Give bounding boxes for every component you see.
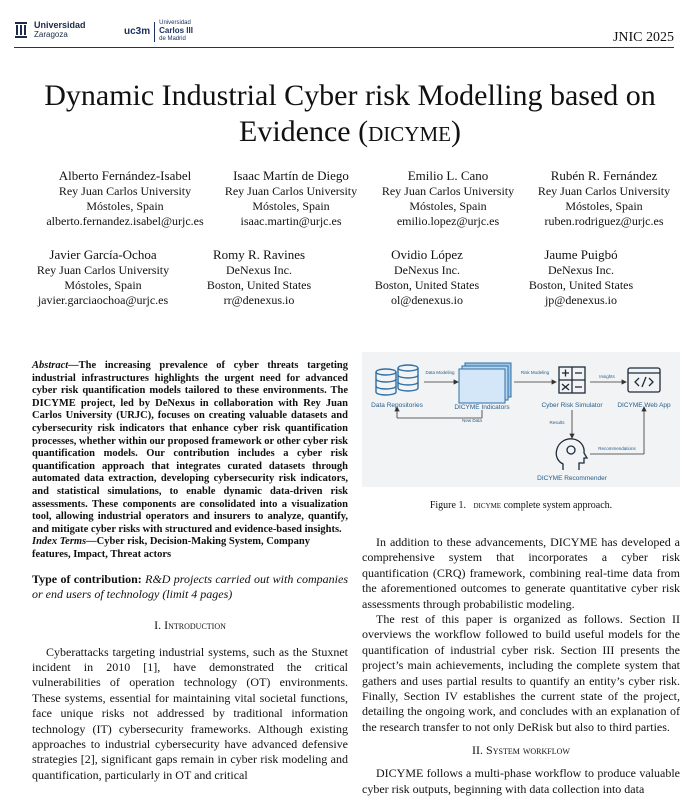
- contribution-label: Type of contribution:: [32, 571, 142, 586]
- author-email: isaac.martin@urjc.es: [240, 214, 342, 228]
- author-affiliation: DeNexus Inc.: [226, 263, 292, 277]
- label-web-app: DICYME Web App: [617, 402, 671, 409]
- right-column: [362, 352, 680, 797]
- author-affiliation: Rey Juan Carlos University: [224, 184, 358, 198]
- abstract-label: Abstract: [32, 360, 69, 371]
- author-email: ruben.rodriguez@urjc.es: [544, 214, 664, 228]
- label-risk-modeling: Risk Modeling: [520, 370, 550, 375]
- author-affiliation: Rey Juan Carlos University: [36, 263, 170, 277]
- workflow-paragraph: DICYME follows a multi-phase workflow to produce valuable cyber risk outputs, beginning with data collection into data: [362, 766, 680, 796]
- paper-title: [20, 78, 680, 150]
- label-indicators: DICYME Indicators: [454, 404, 510, 411]
- author-email: emilio.lopez@urjc.es: [396, 214, 500, 228]
- abstract-text: —The increasing prevalence of cyber threats targeting industrial infrastructures highlights the urgent need for advanced cyber risk quantification models tailored to these environments. The DICYME project, led by DeNexus in collaboration with Rey Juan Carlos University (URJC), focuses on creating valuable datasets and cybersecurity risk indicators that enhance cyber risk quantification processes, whether within our proposed framework or other cyber risk quantification models. Our contribution includes a cyber risk quantification approach that integrates curated datasets through automated data extraction, developing cybersecurity risk indicators, and statistical simulations, to enable dynamic data-driven risk assessments. These components are consolidated into a visualization tool, allowing industrial operators and insurers to analyze, quantify, and mitigate cyber risks with structured and evidence-based insights.: [32, 360, 348, 535]
- author-name: Romy R. Ravines: [212, 247, 306, 262]
- title-close: ): [450, 115, 461, 148]
- author-email: jp@denexus.io: [544, 293, 618, 307]
- introduction-paragraph: Cyberattacks targeting industrial systems, such as the Stuxnet incident in 2010 [1], have demonstrated the critical vulnerabilities of operation technology (OT) environments. These systems, essential for maintaining vital societal functions, face unique risks not addressed by traditional information technology (IT) cybersecurity frameworks. Although existing approaches to industrial cybersecurity have advanced defensive strategies [2], significant gaps remain in cyber risk modeling and quantification, particularly in OT and critical: [32, 644, 348, 782]
- author-block: [40, 167, 210, 229]
- title-acronym: dicyme: [368, 115, 451, 148]
- author-location: Boston, United States: [374, 278, 480, 292]
- author-name: Isaac Martín de Diego: [233, 168, 349, 183]
- author-location: Móstoles, Spain: [565, 199, 643, 213]
- author-name: Emilio L. Cano: [407, 168, 489, 183]
- section-number: I.: [154, 617, 162, 632]
- figure-caption: [362, 500, 680, 511]
- unizar-logo: [14, 20, 86, 40]
- author-block: [363, 167, 533, 229]
- author-affiliation: DeNexus Inc.: [548, 263, 614, 277]
- system-diagram: [362, 352, 680, 487]
- paragraph-organization: The rest of this paper is organized as follows. Section II overviews the workflow followed to build useful models for the quantification of industrial cyber risk. Section III presents the project’s main achievements, including the complete system that gathers and uses partial results to quantify an entity’s cyber risk. Finally, Section IV establishes the current state of the project, detailing the ongoing work, and concludes with an explanation of the research transfer to not only DeRisk but also to third parties.: [362, 612, 680, 734]
- uc3m-line1: Universidad: [159, 20, 191, 26]
- author-name: Ovidio López: [391, 247, 463, 262]
- system-figure: [362, 352, 680, 487]
- author-block: [519, 167, 689, 229]
- author-location: Móstoles, Spain: [86, 199, 164, 213]
- author-affiliation: DeNexus Inc.: [394, 263, 460, 277]
- uc3m-divider: [154, 22, 155, 42]
- author-name: Jaume Puigbó: [544, 247, 618, 262]
- section-title: Introduction: [164, 617, 226, 632]
- calculator-icon: [559, 367, 585, 393]
- index-terms: [32, 536, 348, 561]
- author-block: [174, 246, 344, 308]
- author-location: Boston, United States: [206, 278, 312, 292]
- uc3m-logo: [124, 20, 193, 43]
- conference-name: JNIC 2025: [612, 30, 674, 45]
- author-name: Alberto Fernández-Isabel: [58, 168, 192, 183]
- author-block: [206, 167, 376, 229]
- unizar-city: Zaragoza: [34, 30, 68, 39]
- label-recommender: DICYME Recommender: [537, 475, 607, 482]
- title-main: Dynamic Industrial Cyber risk Modelling based on Evidence (: [44, 79, 656, 148]
- section-heading: [362, 743, 680, 758]
- caption-rest: complete system approach.: [501, 500, 613, 511]
- header-rule: [14, 47, 674, 48]
- uc3m-mark: uc3m: [124, 26, 151, 37]
- section-heading: [32, 618, 348, 633]
- index-terms-label: Index Terms: [32, 536, 87, 548]
- uc3m-line3: de Madrid: [159, 36, 186, 42]
- caption-prefix: Figure 1.: [429, 500, 466, 511]
- label-new-data: New Data: [462, 418, 482, 423]
- recommender-icon: [556, 439, 587, 470]
- paragraph-advancements: In addition to these advancements, DICYME has developed a comprehensive system that incorporates a cyber risk quantification (CRQ) framework, combining real-time data from the aforementioned outcomes to generate quantitative cyber risk assessments through probabilistic modeling.: [362, 535, 680, 611]
- uc3m-line2: Carlos III: [159, 26, 193, 35]
- author-affiliation: Rey Juan Carlos University: [58, 184, 192, 198]
- label-simulator: Cyber Risk Simulator: [541, 402, 603, 409]
- web-app-icon: [628, 368, 660, 392]
- indicators-icon: [459, 363, 511, 403]
- unizar-crest-icon: [14, 20, 28, 40]
- author-email: ol@denexus.io: [390, 293, 464, 307]
- page-header: [14, 20, 674, 50]
- abstract: [32, 360, 348, 536]
- index-terms-text: —Cyber risk, Decision-Making System, Company features, Impact, Threat actors: [32, 536, 310, 560]
- author-location: Móstoles, Spain: [64, 278, 142, 292]
- author-block: [496, 246, 666, 308]
- author-email: rr@denexus.io: [223, 293, 295, 307]
- author-location: Boston, United States: [528, 278, 634, 292]
- unizar-name: Universidad: [34, 20, 86, 30]
- contribution-type: [32, 572, 348, 602]
- label-data-modeling: Data Modeling: [425, 370, 455, 375]
- label-results: Results: [549, 420, 565, 425]
- author-location: Móstoles, Spain: [409, 199, 487, 213]
- contribution-text: R&D projects carried out with companies or end users of technology (limit 4 pages): [32, 571, 348, 601]
- author-name: Rubén R. Fernández: [550, 168, 658, 183]
- label-data-repositories: Data Repositories: [371, 402, 423, 409]
- section-number: II.: [472, 743, 484, 758]
- flow-arrows: [395, 380, 646, 454]
- left-column: [32, 360, 348, 783]
- section-title: System workflow: [486, 743, 570, 758]
- label-insights: Insights: [599, 374, 615, 379]
- label-recommendations: Recommendations: [598, 446, 636, 451]
- author-affiliation: Rey Juan Carlos University: [381, 184, 515, 198]
- database-icon: [376, 365, 418, 395]
- author-affiliation: Rey Juan Carlos University: [537, 184, 671, 198]
- author-block: [18, 246, 188, 308]
- author-name: Javier García-Ochoa: [49, 247, 157, 262]
- author-email: alberto.fernandez.isabel@urjc.es: [46, 214, 204, 228]
- author-block: [342, 246, 512, 308]
- author-location: Móstoles, Spain: [252, 199, 330, 213]
- author-email: javier.garciaochoa@urjc.es: [37, 293, 169, 307]
- caption-acronym: dicyme: [473, 500, 502, 511]
